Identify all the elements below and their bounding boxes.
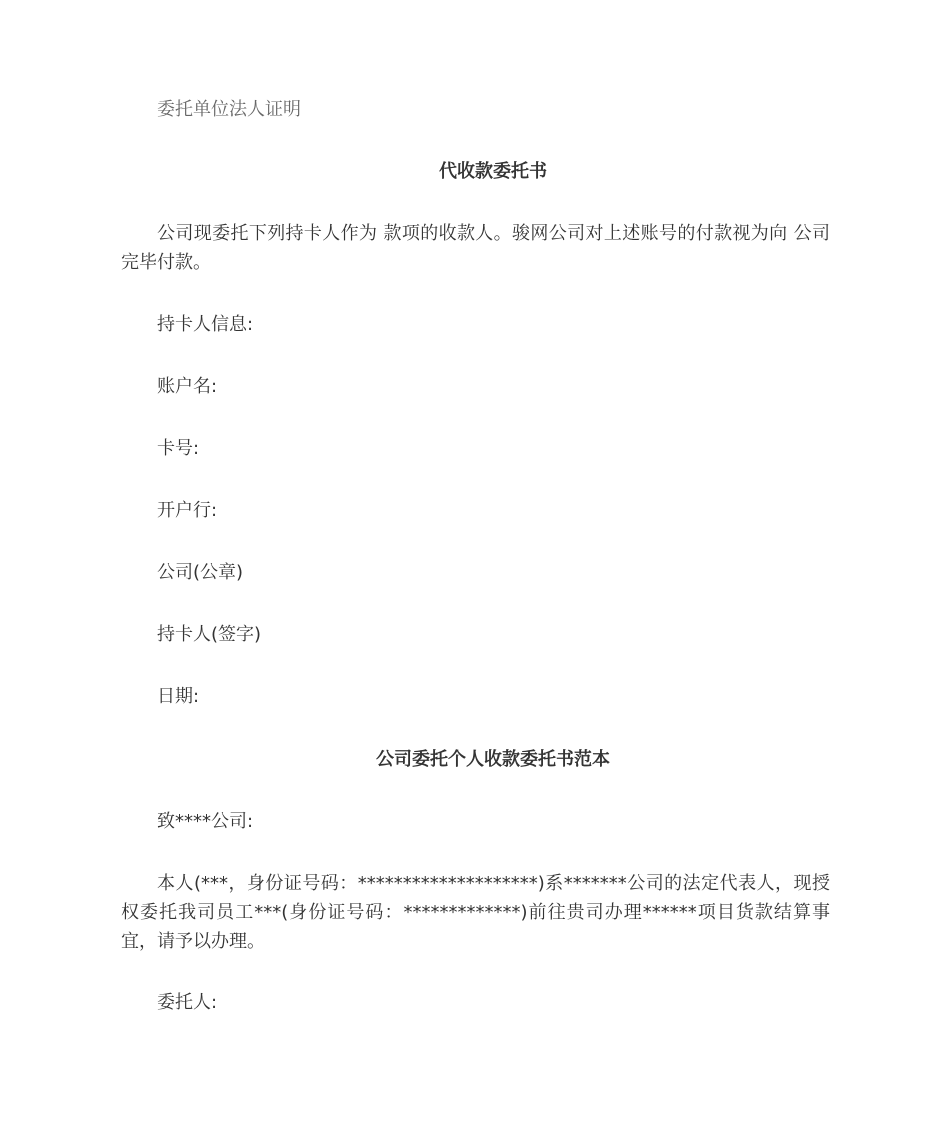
section-title-collection-authorization: 代收款委托书	[439, 161, 547, 182]
header-line: 委托单位法人证明	[157, 99, 301, 120]
intro-paragraph: 公司现委托下列持卡人作为 款项的收款人。骏网公司对上述账号的付款视为向 公司完毕付款。	[121, 223, 830, 273]
section-title-company-authorization-template: 公司委托个人收款委托书范本	[376, 749, 610, 770]
salutation: 致****公司:	[157, 811, 254, 832]
field-principal: 委托人:	[157, 992, 218, 1013]
field-card-number: 卡号:	[157, 438, 200, 459]
field-date: 日期:	[157, 686, 200, 707]
field-account-name: 账户名:	[157, 376, 218, 397]
authorization-body-paragraph: 本人(***，身份证号码：********************)系*******公司的法定代表人，现授权委托我司员工***(身份证号码：*************)前往贵司办理******项目货款结算事宜，请予以办理。	[121, 873, 830, 952]
field-bank: 开户行:	[157, 500, 218, 521]
field-cardholder-signature: 持卡人(签字)	[157, 624, 262, 645]
field-company-seal: 公司(公章)	[157, 562, 244, 583]
field-cardholder-info: 持卡人信息:	[157, 314, 254, 335]
